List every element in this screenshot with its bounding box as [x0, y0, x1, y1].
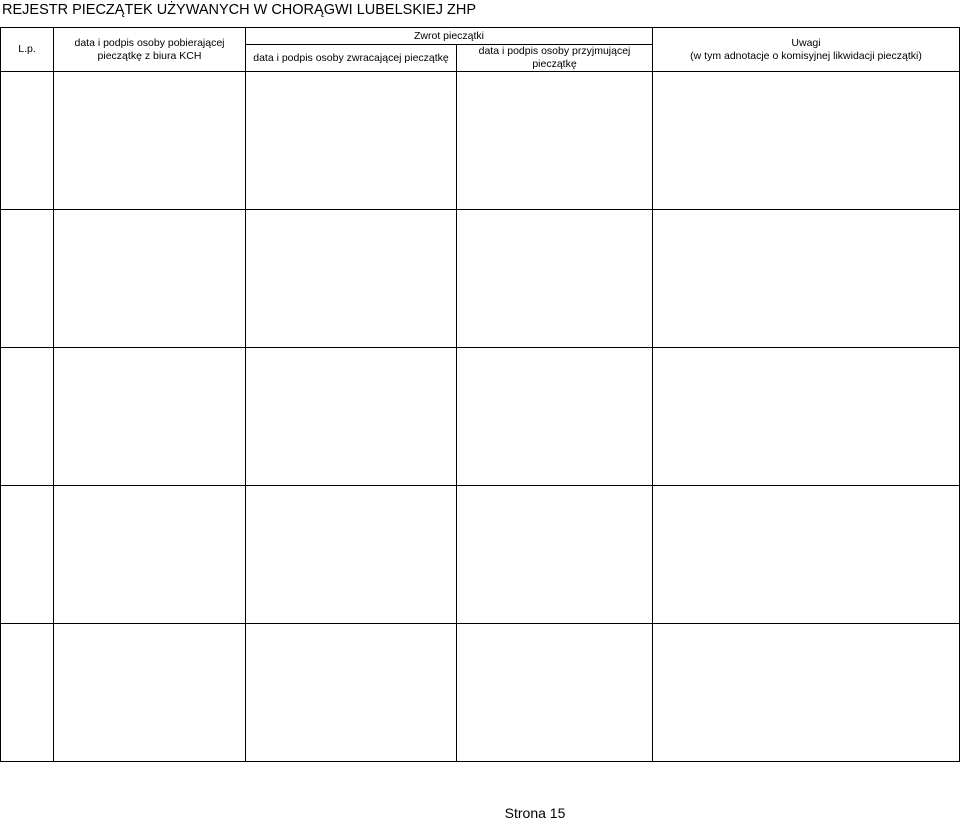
- cell-issue: [54, 348, 246, 486]
- header-lp: L.p.: [1, 28, 54, 72]
- table-row: [1, 486, 960, 624]
- cell-return-person: [246, 72, 457, 210]
- table-row: [1, 72, 960, 210]
- cell-return-person: [246, 210, 457, 348]
- header-return-group: Zwrot pieczątki: [246, 28, 653, 45]
- cell-remarks: [653, 486, 960, 624]
- cell-lp: [1, 210, 54, 348]
- cell-issue: [54, 486, 246, 624]
- cell-remarks: [653, 348, 960, 486]
- header-remarks: [653, 28, 960, 72]
- table-row: [1, 624, 960, 762]
- table-header-row: [1, 28, 960, 45]
- header-receive-person-label: data i podpis osoby przyjmującej pieczątkę: [478, 45, 631, 70]
- cell-lp: [1, 348, 54, 486]
- cell-remarks: [653, 72, 960, 210]
- header-receive-person: [457, 45, 653, 72]
- header-issue-label: data i podpis osoby pobierającej pieczątkę z biura KCH: [74, 36, 225, 62]
- stamp-register-table: [0, 27, 960, 762]
- page-number: Strona 15: [504, 805, 566, 821]
- table-row: [1, 210, 960, 348]
- cell-receive-person: [457, 486, 653, 624]
- header-return-person: data i podpis osoby zwracającej pieczątkę: [246, 45, 457, 72]
- cell-lp: [1, 72, 54, 210]
- cell-receive-person: [457, 624, 653, 762]
- cell-issue: [54, 72, 246, 210]
- cell-return-person: [246, 486, 457, 624]
- cell-lp: [1, 624, 54, 762]
- cell-return-person: [246, 624, 457, 762]
- header-remarks-title: Uwagi: [791, 36, 821, 49]
- document-title: REJESTR PIECZĄTEK UŻYWANYCH W CHORĄGWI LUBELSKIEJ ZHP: [2, 2, 476, 18]
- cell-return-person: [246, 348, 457, 486]
- header-remarks-subtitle: (w tym adnotacje o komisyjnej likwidacji pieczątki): [690, 49, 922, 62]
- cell-issue: [54, 210, 246, 348]
- cell-receive-person: [457, 72, 653, 210]
- cell-remarks: [653, 624, 960, 762]
- cell-receive-person: [457, 210, 653, 348]
- table-row: [1, 348, 960, 486]
- header-issue: [54, 28, 246, 72]
- cell-issue: [54, 624, 246, 762]
- cell-receive-person: [457, 348, 653, 486]
- cell-lp: [1, 486, 54, 624]
- cell-remarks: [653, 210, 960, 348]
